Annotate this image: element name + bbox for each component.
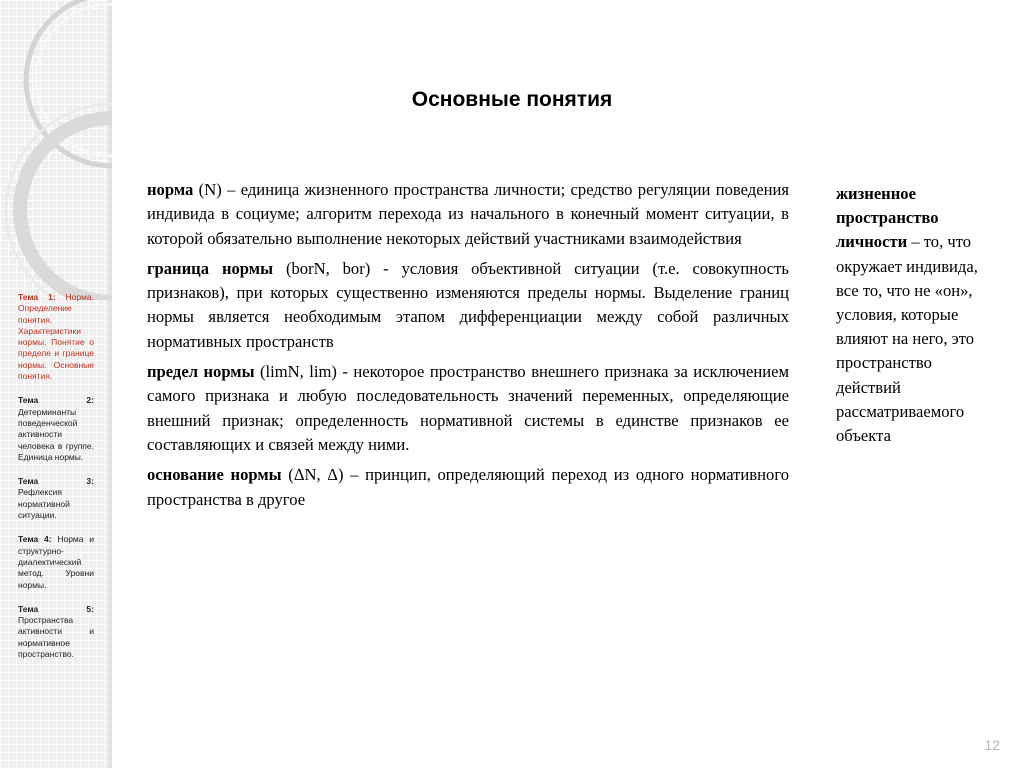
- definition-text: (ΔN, Δ) – принцип, определяющий переход из одного нормативного пространства в другое: [147, 465, 790, 509]
- sidebar-panel: [0, 0, 112, 768]
- definition-norm-boundary: [147, 257, 789, 354]
- page-number: 12: [984, 737, 1000, 753]
- topic-item-2[interactable]: [18, 395, 94, 463]
- decorative-rings-icon: [0, 0, 112, 300]
- definitions-block: [147, 178, 789, 518]
- definition-text: (N) – единица жизненного пространства личности; средство регуляции поведения индивида в социуме; алгоритм перехода из начального в конечный момент ситуации, в которой обязательно выполнение некоторых действий участниками взаимодействия: [147, 180, 789, 248]
- topic-label: Тема 5:: [18, 603, 94, 614]
- definition-text: (borN, bor) - условия объективной ситуации (т.е. совокупность признаков), при которых существенно изменяются пределы нормы. Выделение границ нормы является необходимым этапом дифференциации между собой различных нормативных пространств: [147, 258, 789, 351]
- topic-text: Рефлексия нормативной ситуации.: [18, 487, 70, 521]
- topic-item-4[interactable]: [18, 534, 94, 590]
- topic-item-1[interactable]: [18, 292, 94, 382]
- topic-item-3[interactable]: [18, 476, 94, 521]
- definition-norm: [147, 178, 789, 251]
- definition-text: (limN, lim) - некоторое пространство внешнего признака за исключением самого признака и любую последовательность значений переменных, определяющие внешний признак; определенность нормативной системы в единстве признаков ее составляющих и связей между ними.: [147, 362, 790, 454]
- side-note-paragraph: [836, 182, 996, 448]
- topics-list: [18, 292, 94, 673]
- topic-text: Пространства активности и нормативное пространство.: [18, 615, 94, 660]
- topic-text: Норма и структурно-диалектический метод. Уровни нормы.: [18, 534, 94, 590]
- definition-norm-limit: [147, 360, 789, 457]
- side-note-text: – то, что окружает индивида, все то, что не «он», условия, которые влияют на него, это пространство действий рассматриваемого объекта: [836, 232, 978, 446]
- definition-term: граница нормы: [147, 258, 274, 278]
- topic-text: Норма. Определение понятия. Характеристики нормы. Понятие о пределе и границе нормы. Основные понятия.: [18, 292, 94, 382]
- side-note-term: жизненное пространство личности: [836, 184, 939, 252]
- definition-norm-basis: [147, 463, 789, 512]
- topic-item-5[interactable]: [18, 604, 94, 660]
- topic-text: Детерминанты поведенческой активности человека в группе. Единица нормы.: [18, 406, 94, 462]
- definition-term: предел нормы: [147, 362, 255, 382]
- slide-title: Основные понятия: [411, 88, 613, 111]
- definition-term: норма: [147, 180, 194, 199]
- topic-label: Тема 2:: [18, 395, 94, 406]
- definition-term: основание нормы: [147, 465, 282, 485]
- topic-label: Тема 4:: [18, 534, 52, 545]
- topic-label: Тема 3:: [18, 476, 94, 487]
- topic-label: Тема 1:: [18, 292, 56, 302]
- side-note: [836, 182, 996, 448]
